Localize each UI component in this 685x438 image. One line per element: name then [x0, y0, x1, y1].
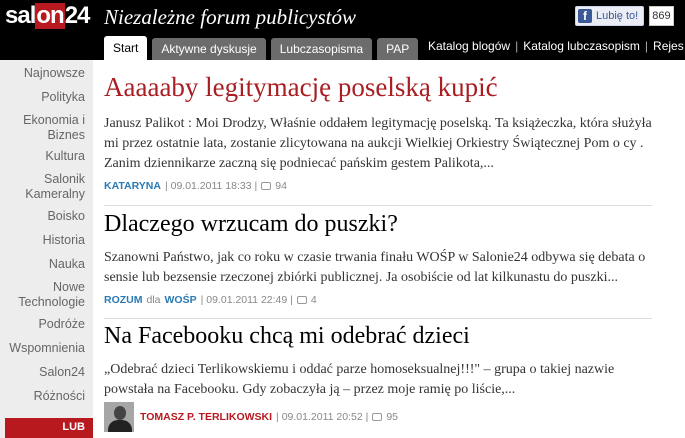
sidebar-item-label: Kameralny — [25, 187, 85, 201]
link-separator: | — [644, 39, 649, 53]
link-katalog-lubczasopism[interactable]: Katalog lubczasopism — [523, 39, 640, 53]
tab-lubczasopisma[interactable]: Lubczasopisma — [271, 38, 372, 60]
logo-text-highlight: on — [36, 2, 64, 29]
post-item — [104, 72, 652, 103]
sidebar-item-nauka[interactable]: Nauka — [48, 257, 85, 271]
post-meta — [104, 180, 652, 192]
avatar-body — [108, 420, 132, 432]
post-meta — [104, 294, 652, 306]
sidebar-item-boisko[interactable]: Boisko — [47, 209, 85, 223]
sidebar-item-ekonomia[interactable] — [23, 113, 85, 143]
sidebar-item-label: Salonik — [44, 172, 85, 186]
post-date: | 09.01.2011 22:49 | — [200, 294, 293, 306]
comment-count[interactable]: 94 — [275, 180, 287, 192]
tab-aktywne-dyskusje[interactable]: Aktywne dyskusje — [152, 38, 265, 60]
link-separator: | — [515, 39, 519, 53]
post-title[interactable]: Aaaaaby legitymację poselską kupić — [104, 72, 498, 102]
sidebar-item-label: Biznes — [47, 128, 85, 142]
sidebar-item-podroze[interactable]: Podróże — [38, 317, 85, 331]
facebook-like-button[interactable] — [575, 6, 644, 26]
sidebar-item-historia[interactable]: Historia — [42, 233, 85, 247]
logo-text-number: 24 — [64, 2, 90, 29]
comment-count[interactable]: 95 — [386, 411, 398, 423]
post-divider — [104, 205, 652, 206]
facebook-icon: f — [578, 9, 592, 23]
sidebar-item-nowe-technologie[interactable] — [18, 280, 85, 310]
avatar-head — [114, 406, 126, 420]
sidebar-item-roznosci[interactable]: Różności — [33, 389, 85, 403]
post-meta — [104, 402, 652, 432]
sidebar-item-label: Technologie — [18, 295, 85, 309]
tab-start[interactable]: Start — [104, 36, 147, 60]
sidebar-item-polityka[interactable]: Polityka — [41, 90, 85, 104]
post-excerpt: Janusz Palikot : Moi Drodzy, Właśnie oddałem legitymację poselską. Ta książeczka, która służyła mi przez ostatnie lata, zostanie zlicytowana na aukcji Wielkiej Orkiestry Świątecznej Pom o cy . Zanim dziennikarze zaczną się podniecać pańskim gestem Palikota,... — [104, 116, 652, 171]
post-title[interactable]: Na Facebooku chcą mi odebrać dzieci — [104, 323, 470, 349]
site-header — [0, 0, 685, 60]
post-excerpt: Szanowni Państwo, jak co roku w czasie trwania finału WOŚP w Salonie24 odbywa się debata o sensie lub bezsensie rzeczonej zbiórki publicznej. Ja osobiście od lat kilkunastu do puszki... — [104, 250, 646, 285]
post-for-label: dla — [146, 294, 161, 306]
sidebar-lubczasopisma-header[interactable] — [5, 418, 93, 438]
sidebar-item-wspomnienia[interactable]: Wspomnienia — [9, 341, 85, 355]
post-author[interactable]: ROZUM — [104, 294, 143, 306]
sidebar-item-label: Nowe — [53, 280, 85, 294]
category-sidebar — [0, 60, 93, 438]
sidebar-item-najnowsze[interactable]: Najnowsze — [23, 66, 85, 80]
comment-icon — [261, 182, 271, 190]
facebook-like-widget — [575, 6, 674, 26]
like-count: 869 — [649, 6, 673, 26]
comment-icon — [297, 296, 307, 304]
post-blog-name[interactable]: WOŚP — [164, 294, 197, 306]
salon24-logo[interactable] — [5, 2, 89, 30]
post-title[interactable]: Dlaczego wrzucam do puszki? — [104, 211, 398, 237]
logo-text: sal — [5, 2, 36, 29]
author-avatar[interactable] — [104, 402, 134, 432]
post-author[interactable]: TOMASZ P. TERLIKOWSKI — [140, 411, 273, 423]
post-item — [104, 323, 652, 350]
comment-icon — [372, 413, 382, 421]
sidebar-item-kultura[interactable]: Kultura — [45, 149, 85, 163]
sidebar-item-salonik-kameralny[interactable] — [25, 172, 85, 202]
sidebar-item-label: Ekonomia i — [23, 113, 85, 127]
post-item — [104, 211, 652, 238]
post-date: | 09.01.2011 18:33 | — [164, 180, 258, 192]
comment-count[interactable]: 4 — [310, 294, 317, 306]
like-label: Lubię to! — [596, 10, 639, 22]
sidebar-lub-label: LUB — [62, 421, 85, 433]
link-rejestracja[interactable]: Rejes — [653, 39, 684, 53]
post-excerpt: „Odebrać dzieci Terlikowskiemu i oddać parze homoseksualnej!!!" – grupa o takiej nazwie powstała na Facebooku. Gdy zobaczyła ją – przez moje ramię po liście,... — [104, 362, 615, 397]
post-date: | 09.01.2011 20:52 | — [276, 411, 369, 423]
top-links — [428, 36, 685, 56]
site-tagline: Niezależne forum publicystów — [104, 5, 356, 29]
link-katalog-blogow[interactable]: Katalog blogów — [428, 39, 511, 53]
tab-pap[interactable]: PAP — [377, 38, 418, 60]
post-author[interactable]: KATARYNA — [104, 180, 161, 192]
sidebar-item-salon24[interactable]: Salon24 — [39, 365, 85, 379]
main-tabs — [104, 36, 423, 60]
post-divider — [104, 318, 652, 319]
